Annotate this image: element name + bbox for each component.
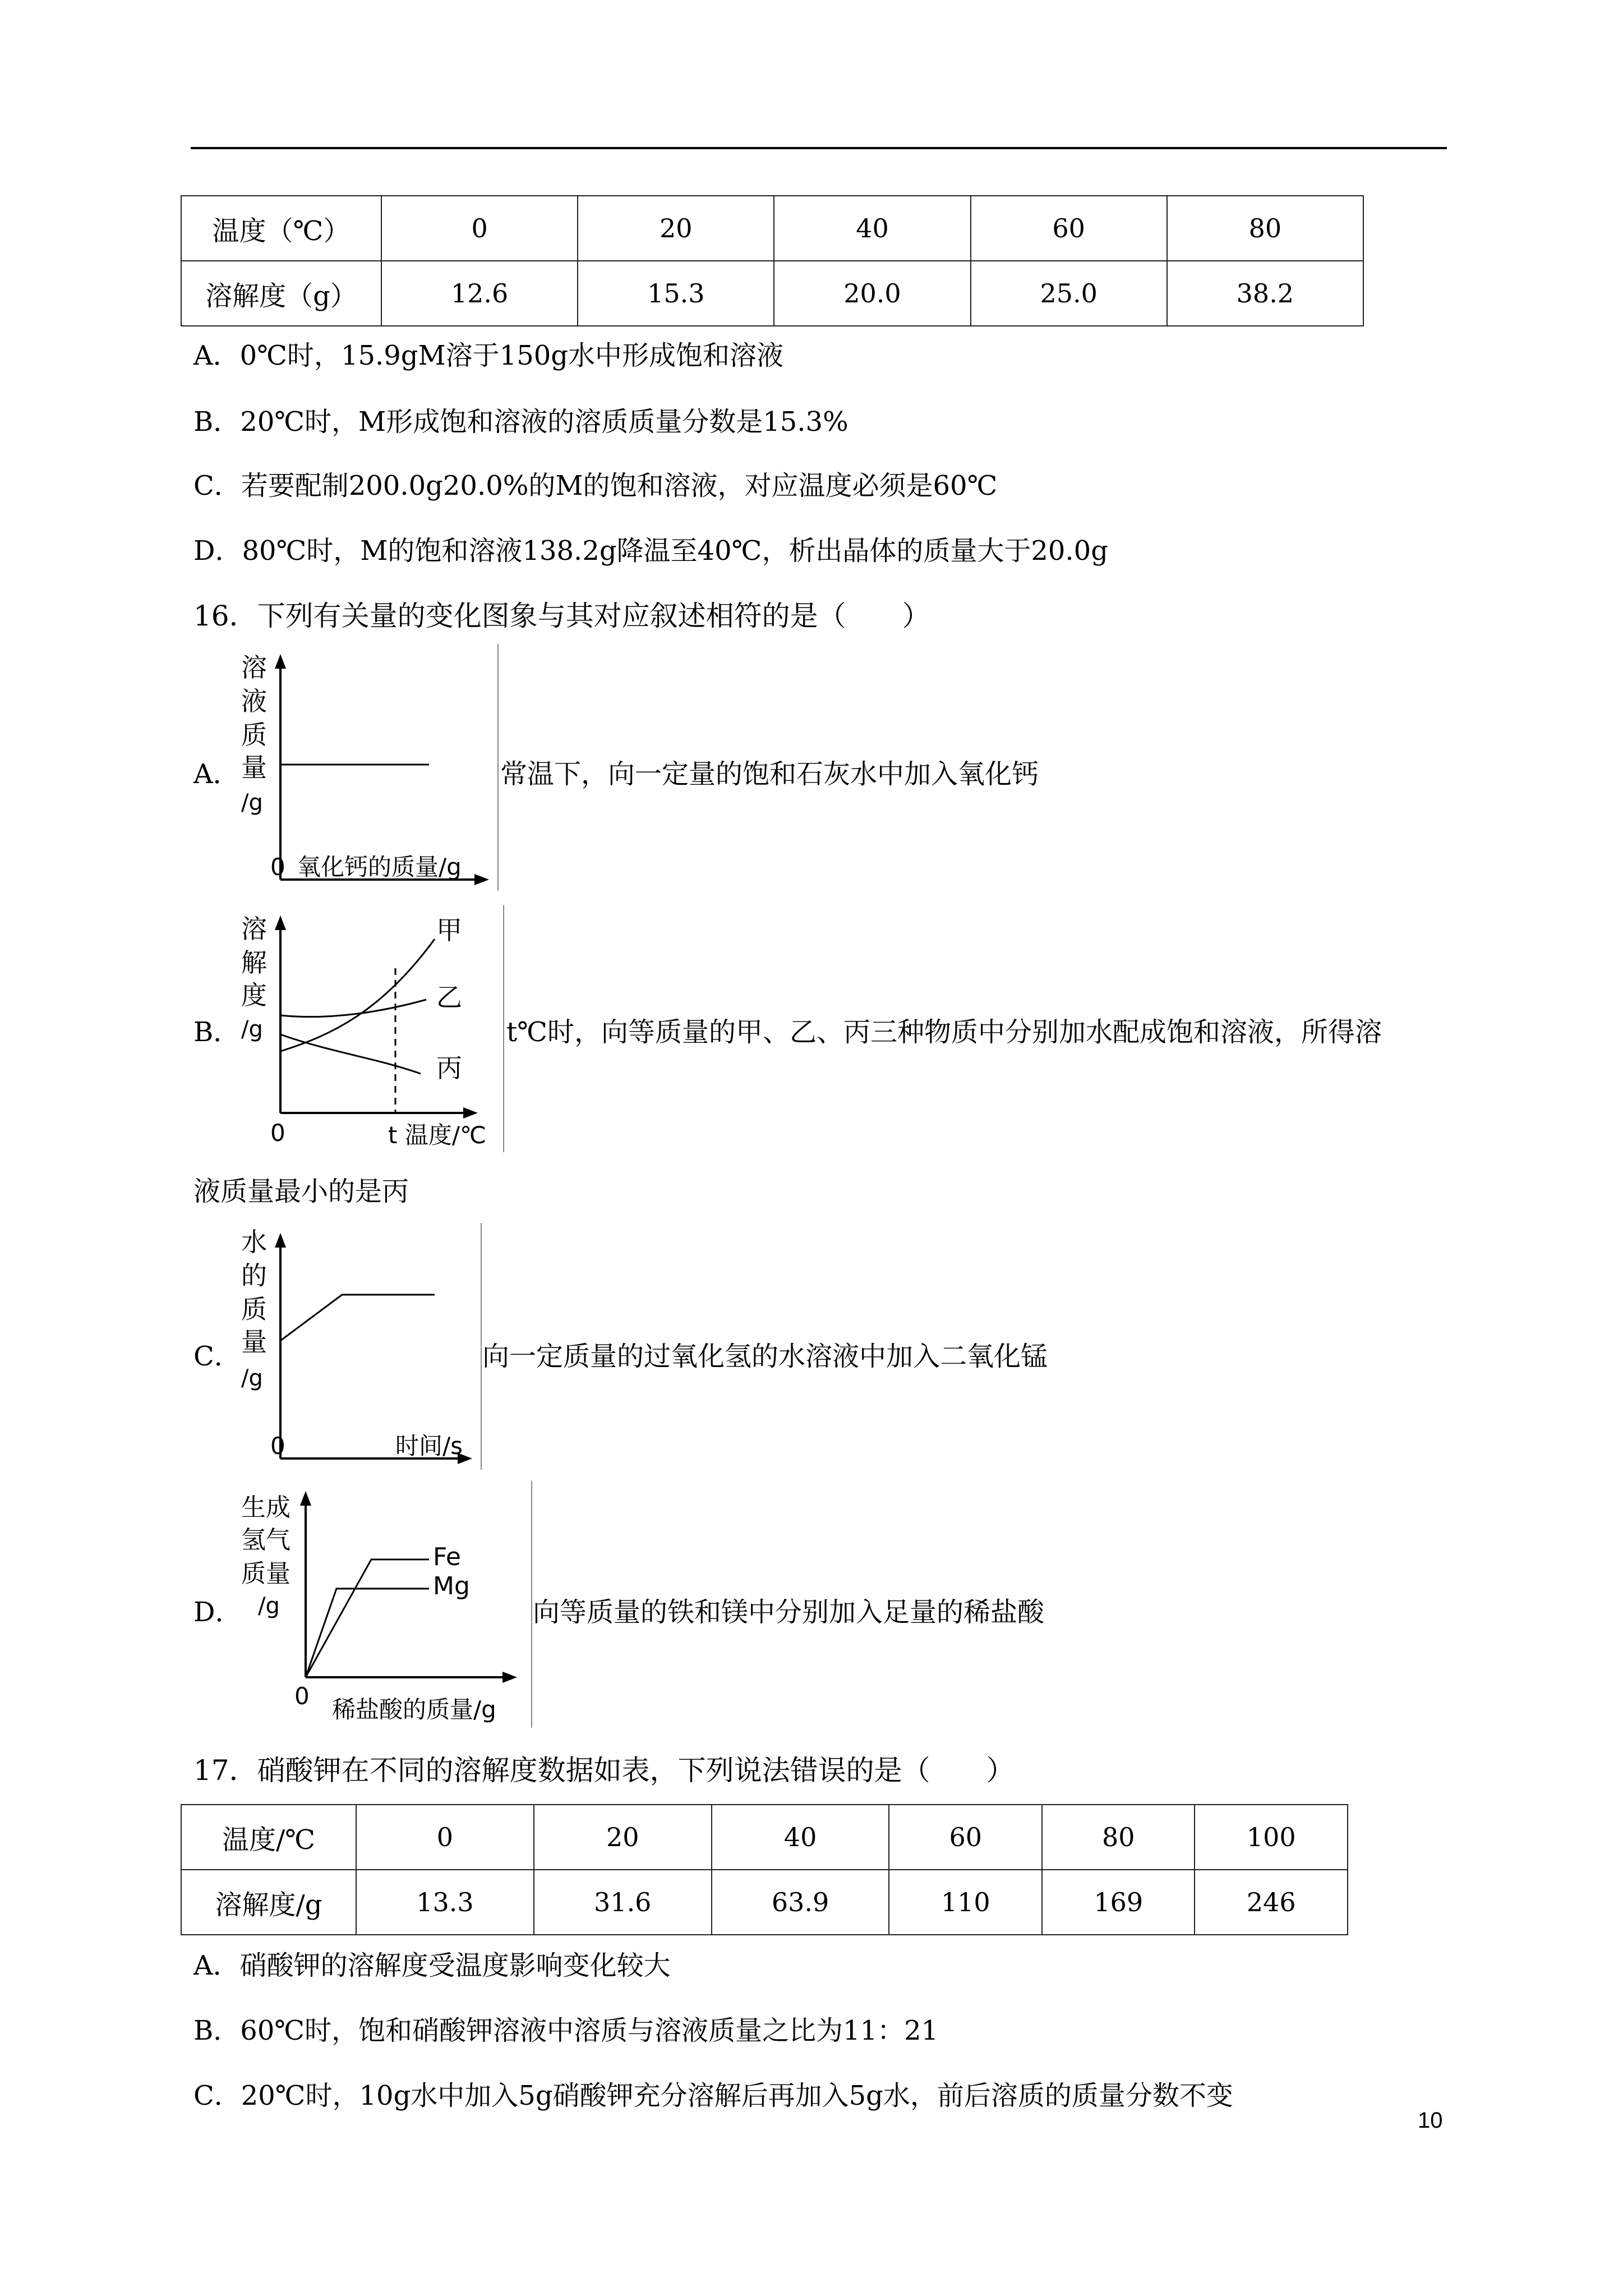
x-axis-arrow: [502, 1672, 517, 1683]
table-row: [181, 1805, 1348, 1870]
table-cell: 60: [889, 1805, 1042, 1870]
q17-option-c: C．20℃时，10g水中加入5g硝酸钾充分溶解后再加入5g水，前后溶质的质量分数不变: [193, 2080, 1233, 2111]
graph-a: [236, 644, 499, 891]
q16-a-letter: A．: [193, 758, 240, 790]
table-cell: 40: [712, 1805, 889, 1870]
table-cell: 0: [356, 1805, 534, 1870]
y-label: 质: [241, 720, 267, 750]
y-label: 量: [241, 752, 267, 783]
table-cell: 25.0: [971, 261, 1167, 326]
table-row: [181, 1870, 1348, 1935]
origin-label: 0: [270, 1119, 285, 1147]
table-cell: 169: [1042, 1870, 1195, 1935]
x-label: 时间/s: [395, 1432, 463, 1460]
y-axis-arrow: [275, 915, 286, 930]
table-cell: 38.2: [1167, 261, 1363, 326]
q16-stem: 16．下列有关量的变化图象与其对应叙述相符的是（ ）: [193, 600, 930, 632]
table-cell: 溶解度（g）: [181, 261, 381, 326]
mg-line: [306, 1589, 429, 1677]
q16-c-text: 向一定质量的过氧化氢的水溶液中加入二氧化锰: [482, 1341, 1048, 1372]
y-label: /g: [241, 1016, 263, 1042]
x-axis-arrow: [474, 874, 489, 885]
y-label: /g: [241, 1365, 263, 1391]
water-mass-line: [280, 1295, 435, 1341]
series-label-bing: 丙: [436, 1053, 462, 1083]
y-label: 量: [241, 1327, 267, 1357]
table-cell: 100: [1195, 1805, 1348, 1870]
q15-option-b: B．20℃时，M形成饱和溶液的溶质质量分数是15.3%: [193, 406, 849, 438]
y-label: 解: [241, 947, 267, 978]
series-label-jia: 甲: [436, 915, 462, 945]
y-label: 的: [241, 1260, 267, 1291]
x-label: t 温度/℃: [388, 1121, 487, 1149]
y-label: /g: [241, 790, 263, 816]
origin-label: 0: [270, 1432, 285, 1460]
graph-d: [236, 1481, 533, 1728]
table-cell: 40: [774, 196, 970, 261]
fe-line: [306, 1559, 429, 1677]
q16-b-text-line2: 液质量最小的是丙: [193, 1176, 409, 1207]
q16-d-letter: D．: [193, 1596, 242, 1628]
table-cell: 80: [1167, 196, 1363, 261]
table-cell: 温度（℃）: [181, 196, 381, 261]
origin-label: 0: [294, 1682, 310, 1710]
q15-option-a: A．0℃时，15.9gM溶于150g水中形成饱和溶液: [193, 340, 783, 371]
table-row: [181, 261, 1363, 326]
table-cell: 20: [534, 1805, 712, 1870]
x-label: 氧化钙的质量/g: [297, 853, 462, 881]
y-label: 生成: [241, 1493, 291, 1522]
table-cell: 15.3: [578, 261, 774, 326]
x-label: 稀盐酸的质量/g: [332, 1696, 496, 1723]
q17-option-a: A．硝酸钾的溶解度受温度影响变化较大: [193, 1950, 671, 1981]
q15-option-c: C．若要配制200.0g20.0%的M的饱和溶液，对应温度必须是60℃: [193, 470, 998, 501]
graph-c: [236, 1223, 482, 1470]
q16-c-letter: C．: [193, 1341, 241, 1372]
y-label: 溶: [241, 914, 267, 944]
y-axis-arrow: [275, 654, 286, 669]
origin-label: 0: [270, 853, 285, 881]
y-label: 水: [241, 1227, 267, 1257]
table-cell: 0: [381, 196, 578, 261]
series-label-yi: 乙: [436, 982, 462, 1013]
table-cell: 110: [889, 1870, 1042, 1935]
y-label: 液: [241, 686, 267, 716]
series-label-fe: Fe: [433, 1543, 461, 1571]
y-label: 度: [241, 980, 267, 1010]
q17-stem: 17．硝酸钾在不同的溶解度数据如表，下列说法错误的是（ ）: [193, 1754, 1015, 1787]
q15-option-d: D．80℃时，M的饱和溶液138.2g降温至40℃，析出晶体的质量大于20.0g: [193, 535, 1108, 567]
curve-yi: [280, 1000, 426, 1017]
table-cell: 80: [1042, 1805, 1195, 1870]
q17-option-b: B．60℃时，饱和硝酸钾溶液中溶质与溶液质量之比为11：21: [193, 2015, 939, 2046]
y-axis-arrow: [275, 1233, 286, 1248]
table-cell: 20.0: [774, 261, 970, 326]
y-label: /g: [258, 1593, 280, 1619]
page-number: 10: [1418, 2108, 1443, 2133]
table-cell: 13.3: [356, 1870, 534, 1935]
q16-b-text-line1: t℃时，向等质量的甲、乙、丙三种物质中分别加水配成饱和溶液，所得溶: [506, 1016, 1382, 1048]
x-axis-arrow: [463, 1107, 478, 1119]
y-label: 氢气: [241, 1526, 291, 1554]
table-cell: 63.9: [712, 1870, 889, 1935]
graph-b: [236, 905, 505, 1152]
table-cell: 温度/℃: [181, 1805, 356, 1870]
curve-jia: [280, 939, 435, 1051]
table-cell: 60: [971, 196, 1167, 261]
q16-a-text: 常温下，向一定量的饱和石灰水中加入氧化钙: [500, 758, 1039, 790]
solubility-table-m: [181, 195, 1364, 326]
table-cell: 12.6: [381, 261, 578, 326]
y-label: 质: [241, 1294, 267, 1324]
table-row: [181, 196, 1363, 261]
q16-b-letter: B．: [193, 1016, 241, 1048]
y-label: 溶: [241, 652, 267, 683]
curve-bing: [280, 1034, 421, 1074]
solubility-table-kno3: [181, 1804, 1348, 1935]
table-cell: 20: [578, 196, 774, 261]
table-cell: 246: [1195, 1870, 1348, 1935]
y-axis-arrow: [300, 1491, 311, 1506]
table-cell: 溶解度/g: [181, 1870, 356, 1935]
table-cell: 31.6: [534, 1870, 712, 1935]
series-label-mg: Mg: [433, 1572, 470, 1600]
header-rule: [191, 147, 1447, 149]
y-label: 质量: [241, 1559, 291, 1588]
q16-d-text: 向等质量的铁和镁中分别加入足量的稀盐酸: [533, 1596, 1045, 1628]
